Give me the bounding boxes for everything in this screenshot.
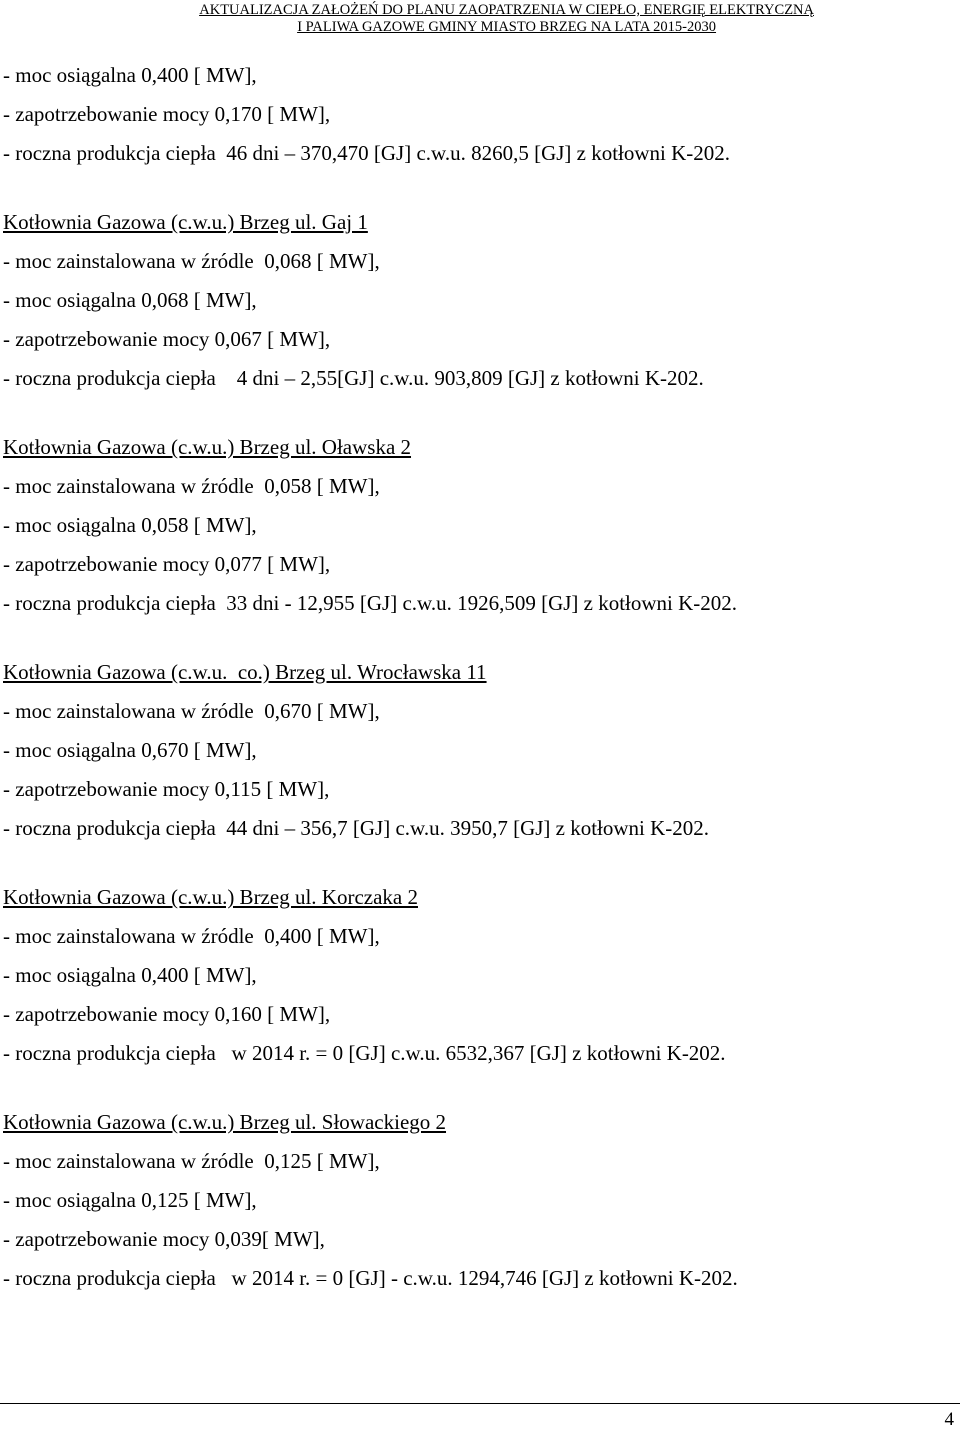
section-line: - zapotrzebowanie mocy 0,067 [ MW], [3, 327, 331, 351]
section-line: - roczna produkcja ciepła w 2014 r. = 0 [GJ] - c.w.u. 1294,746 [GJ] z kotłowni K-202. [3, 1266, 738, 1290]
section-line: - zapotrzebowanie mocy 0,039[ MW], [3, 1227, 325, 1251]
document-body [3, 56, 943, 1298]
section-line: - moc zainstalowana w źródle 0,068 [ MW], [3, 249, 380, 273]
section-line: - moc osiągalna 0,125 [ MW], [3, 1188, 257, 1212]
section-line: - roczna produkcja ciepła 33 dni - 12,955 [GJ] c.w.u. 1926,509 [GJ] z kotłowni K-202. [3, 591, 738, 615]
section-title: Kotłownia Gazowa (c.w.u.) Brzeg ul. Gaj 1 [3, 210, 368, 234]
section-olawska-2 [3, 428, 943, 623]
header-line-1: AKTUALIZACJA ZAŁOŻEŃ DO PLANU ZAOPATRZENIA W CIEPŁO, ENERGIĘ ELEKTRYCZNĄ [199, 2, 814, 18]
section-title: Kotłownia Gazowa (c.w.u.) Brzeg ul. Korczaka 2 [3, 885, 418, 909]
section-line: - zapotrzebowanie mocy 0,115 [ MW], [3, 777, 330, 801]
intro-line: - moc osiągalna 0,400 [ MW], [3, 63, 257, 87]
section-line: - roczna produkcja ciepła w 2014 r. = 0 [GJ] c.w.u. 6532,367 [GJ] z kotłowni K-202. [3, 1041, 726, 1065]
section-title: Kotłownia Gazowa (c.w.u.) Brzeg ul. Słowackiego 2 [3, 1110, 447, 1134]
section-title: Kotłownia Gazowa (c.w.u.) Brzeg ul. Oławska 2 [3, 435, 412, 459]
header-line-2: I PALIWA GAZOWE GMINY MIASTO BRZEG NA LATA 2015-2030 [297, 19, 717, 35]
section-gaj-1 [3, 203, 943, 398]
section-line: - roczna produkcja ciepła 4 dni – 2,55[GJ] c.w.u. 903,809 [GJ] z kotłowni K-202. [3, 366, 704, 390]
page-number: 4 [944, 1409, 954, 1430]
section-line: - zapotrzebowanie mocy 0,160 [ MW], [3, 1002, 331, 1026]
section-line: - zapotrzebowanie mocy 0,077 [ MW], [3, 552, 331, 576]
section-line: - moc zainstalowana w źródle 0,670 [ MW], [3, 699, 380, 723]
section-korczaka-2 [3, 878, 943, 1073]
intro-line: - zapotrzebowanie mocy 0,170 [ MW], [3, 102, 331, 126]
section-line: - moc zainstalowana w źródle 0,125 [ MW], [3, 1149, 380, 1173]
intro-block [3, 56, 943, 173]
section-line: - moc osiągalna 0,400 [ MW], [3, 963, 257, 987]
section-line: - moc osiągalna 0,058 [ MW], [3, 513, 257, 537]
section-line: - moc osiągalna 0,068 [ MW], [3, 288, 257, 312]
section-title: Kotłownia Gazowa (c.w.u. co.) Brzeg ul. Wrocławska 11 [3, 660, 487, 684]
intro-line: - roczna produkcja ciepła 46 dni – 370,470 [GJ] c.w.u. 8260,5 [GJ] z kotłowni K-202. [3, 141, 731, 165]
section-line: - moc zainstalowana w źródle 0,400 [ MW], [3, 924, 380, 948]
section-line: - roczna produkcja ciepła 44 dni – 356,7 [GJ] c.w.u. 3950,7 [GJ] z kotłowni K-202. [3, 816, 710, 840]
section-wroclawska-11 [3, 653, 943, 848]
section-slowackiego-2 [3, 1103, 943, 1298]
section-line: - moc zainstalowana w źródle 0,058 [ MW], [3, 474, 380, 498]
footer-divider [0, 1403, 960, 1404]
section-line: - moc osiągalna 0,670 [ MW], [3, 738, 257, 762]
running-header [199, 2, 814, 36]
